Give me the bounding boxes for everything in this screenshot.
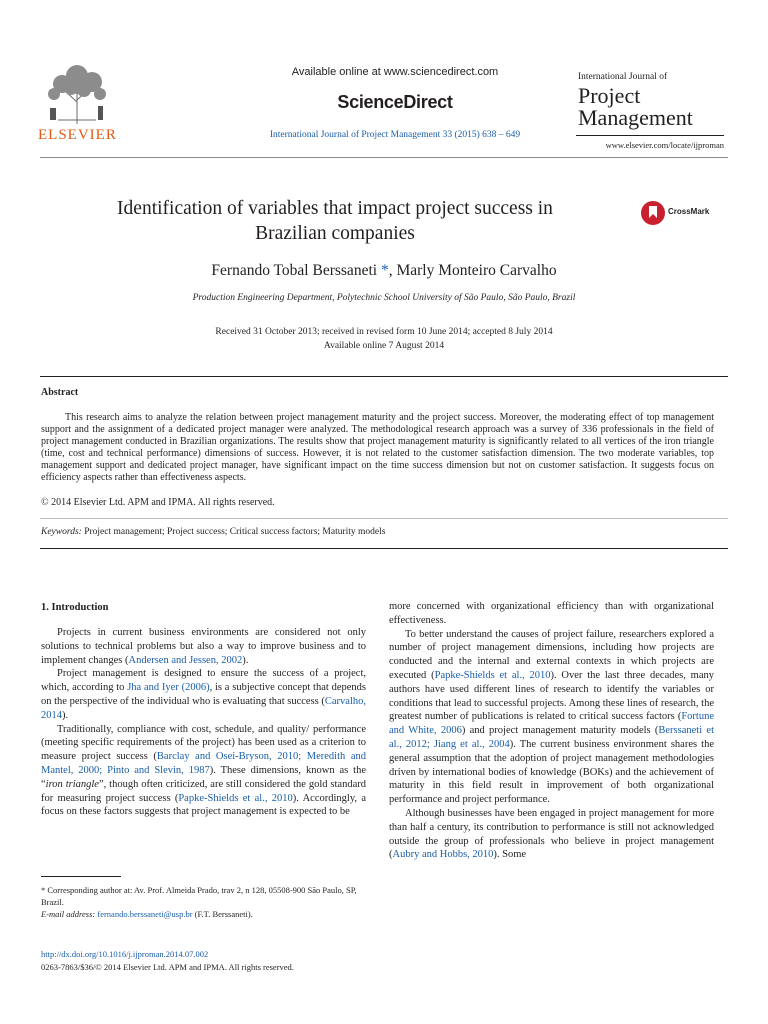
section-heading-introduction: 1. Introduction — [41, 602, 109, 613]
header-divider — [40, 157, 728, 158]
sciencedirect-wordmark: ScienceDirect — [337, 92, 453, 112]
available-online-text: Available online at www.sciencedirect.com — [291, 66, 499, 78]
keywords-list: Project management; Project success; Critical success factors; Maturity models — [81, 527, 386, 537]
citation-link[interactable]: Papke-Shields et al., 2010 — [434, 669, 551, 681]
abstract-top-rule — [40, 376, 728, 377]
paragraph: Projects in current business environments are considered not only solutions to technical problems but also a way to improve business and to implement changes (Andersen and Jessen, 2002). — [41, 627, 366, 666]
citation-link[interactable]: Jha and Iyer (2006) — [127, 682, 210, 694]
journal-citation-link[interactable]: International Journal of Project Management 33 (2015) 638 – 649 — [269, 130, 521, 140]
affiliation: Production Engineering Department, Polytechnic School University of São Paulo, São Paulo, Brazil — [192, 293, 576, 303]
corresponding-author-note: * Corresponding author at: Av. Prof. Almeida Prado, trav 2, n 128, 05508-900 São Paulo, SP, Brazil. — [41, 885, 357, 907]
doi-link[interactable]: http://dx.doi.org/10.1016/j.ijproman.2014.07.002 — [41, 949, 209, 959]
available-online-date: Available online 7 August 2014 — [323, 341, 445, 351]
paragraph: Project management is designed to ensure the success of a project, which, according to Jha and Iyer (2006), is a subjective concept that depends on the perspective of the individual who is evaluating that success (Carvalho, 2014). — [41, 668, 366, 721]
article-title — [60, 196, 610, 246]
abstract-body — [41, 412, 714, 484]
citation-link[interactable]: Barclay and Osei-Bryson, 2010; Meredith and Mantel, 2000; Pinto and Slevin, 1987 — [41, 751, 366, 776]
citation-link[interactable]: Aubry and Hobbs, 2010 — [392, 849, 494, 861]
body-top-rule — [40, 548, 728, 549]
keywords-label: Keywords: — [41, 527, 82, 537]
crossmark-icon — [640, 200, 666, 226]
right-column — [389, 600, 714, 862]
paragraph: Although businesses have been engaged in project management for more than half a century, its contribution to performance is still not acknowledged outside the group of professionals who believe in project management (Aubry and Hobbs, 2010). Some — [389, 807, 714, 861]
abstract-copyright: © 2014 Elsevier Ltd. APM and IPMA. All rights reserved. — [41, 497, 275, 508]
author-2: Marly Monteiro Carvalho — [396, 262, 557, 279]
citation-link[interactable]: Carvalho, 2014 — [41, 695, 366, 721]
citation-link[interactable]: Andersen and Jessen, 2002 — [128, 654, 243, 666]
author-1: Fernando Tobal Berssaneti — [211, 262, 378, 279]
citation-link[interactable]: Berssaneti et al., 2012; Jiang et al., 2004 — [389, 725, 714, 750]
journal-divider — [576, 135, 724, 136]
footnote — [41, 884, 366, 920]
author-separator: , — [388, 262, 397, 279]
title-line-2: Brazilian companies — [255, 223, 415, 244]
paragraph: Traditionally, compliance with cost, schedule, and quality/ performance (meeting specific requirements of the project) has been used as a criterion to measure project success (Barclay and Osei-Bryson, 2010; Meredith and Mantel, 2000; Pinto and Slevin, 1987). These dimensions, known as the “iron triangle”, though often criticized, are still considered the gold standard for measuring project success (Papke-Shields et al., 2010). Accordingly, a focus on these factors suggests that project management is expected to be — [41, 723, 367, 818]
citation-link[interactable]: Fortune and White, 2006 — [389, 711, 714, 737]
keywords-rule — [40, 518, 728, 519]
citation-link[interactable]: Papke-Shields et al., 2010 — [178, 792, 293, 804]
journal-name-line2: Management — [578, 105, 693, 130]
abstract-text: This research aims to analyze the relation between project management maturity and the project success. Moreover, the moderating effect of top management support and the assignment of a dedicated project manager were analyzed. The methodological research approach was a survey of 336 professionals in the field of project management conducted in Brazilian organizations. The results show that project management maturity is significantly related to all vertices of the iron triangle (time, cost and technical performance) dimensions of success. However, it is not related to the customer satisfaction dimension. The two moderate variables, top management support and dedicated project manager, have significant impact on the time success dimension but not on customer satisfaction. It suggests focus on efficiency aspects rather than effectiveness aspects. — [41, 412, 714, 483]
journal-name-prefix: International Journal of — [578, 72, 668, 82]
footnote-rule — [41, 876, 121, 877]
crossmark-label: CrossMark — [668, 207, 710, 216]
left-column — [41, 626, 366, 819]
paragraph: To better understand the causes of project failure, researchers explored a number of project management dimensions, including how projects are conducted and the internal and external contexts in which projects are executed (Papke-Shields et al., 2010). Over the last three decades, many authors have used different lines of research to identify the variables or conditions that lead to successful projects. Among these lines of research, the greatest number of publications is related to critical success factors (Fortune and White, 2006) and project management maturity models (Berssaneti et al., 2012; Jiang et al., 2004). The current business environment shares the general assumption that the adoption of project management methodologies driven by international bodies of knowledge (BOKs) and the achievement of maturity in this field result in improvement of both organizational performance and project performance. — [389, 628, 714, 806]
issn-copyright: 0263-7863/$36/© 2014 Elsevier Ltd. APM and IPMA. All rights reserved. — [41, 962, 294, 972]
email-link[interactable]: fernando.berssaneti@usp.br — [95, 909, 193, 919]
corresponding-author-mark[interactable]: * — [377, 262, 389, 279]
email-line — [41, 908, 366, 920]
author-list — [60, 262, 708, 280]
journal-name-line1: Project — [578, 83, 641, 108]
paragraph: more concerned with organizational efficiency than with organizational effectiveness. — [389, 601, 714, 626]
publisher-name: ELSEVIER — [38, 127, 117, 143]
email-owner: (F.T. Berssaneti). — [192, 909, 253, 919]
keywords-line — [41, 527, 385, 537]
received-dates: Received 31 October 2013; received in revised form 10 June 2014; accepted 8 July 2014 — [215, 327, 553, 337]
title-line-1: Identification of variables that impact project success in — [117, 198, 553, 219]
journal-url[interactable]: www.elsevier.com/locate/ijproman — [605, 140, 724, 150]
abstract-heading: Abstract — [41, 387, 79, 398]
email-label: E-mail address: — [41, 909, 96, 919]
